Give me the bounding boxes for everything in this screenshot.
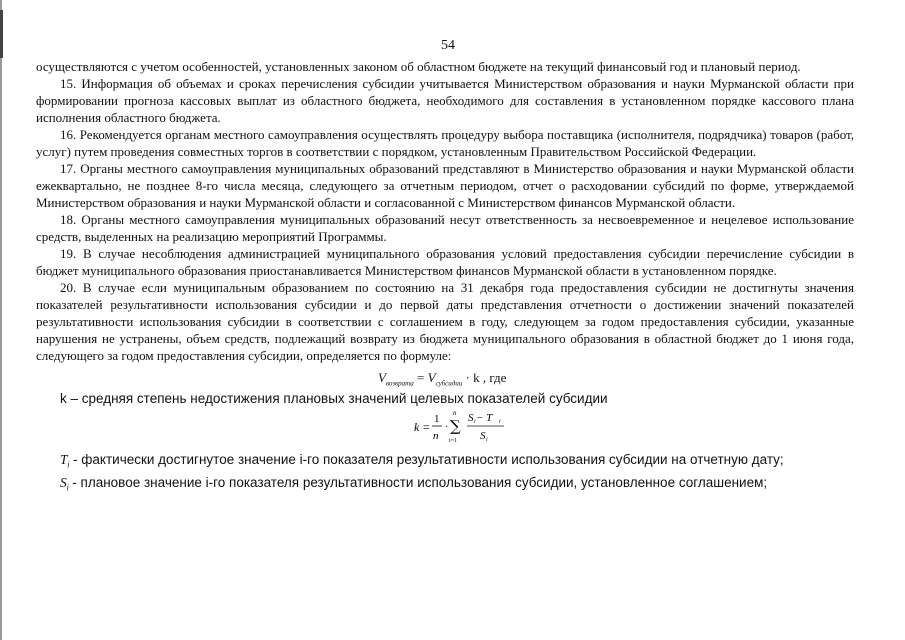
definition-s-symbol: S (60, 474, 67, 490)
sum-upper: n (453, 409, 457, 417)
k-symbol: k (414, 420, 420, 434)
page-left-edge (0, 0, 2, 640)
sum-lower: i=1 (449, 438, 458, 444)
definition-t-text: - фактически достигнутое значение i-го показателя результативности использования субсидии на отчетную дату; (69, 452, 784, 467)
paragraph-17: 17. Органы местного самоуправления муниципальных образований представляют в Министерство образования и науки Мурманской области ежеквартально, не позднее 8-го числа месяца, следующего за отчетным периодом, отчет о расходовании субсидий по форме, утверждаемой Министерством образования и науки Мурманской области и согласованной с Министерством финансов Мурманской области. (36, 161, 854, 210)
sum-sign: ∑ (450, 417, 461, 435)
paragraph-continuation: осуществляются с учетом особенностей, установленных законом об областном бюджете на текущий финансовый год и плановый период. (36, 59, 801, 74)
refund-formula (378, 370, 854, 388)
k-definition: k – средняя степень недостижения плановых значений целевых показателей субсидии (60, 391, 608, 406)
definition-s (60, 474, 854, 497)
page-number: 54 (441, 38, 455, 53)
numerator-t-sub: i (499, 419, 501, 425)
k-equals: = (423, 420, 430, 434)
document-body (36, 58, 854, 364)
formula-equals: = (413, 370, 428, 385)
k-formula-graphic (412, 409, 522, 445)
fraction-n: n (433, 430, 439, 442)
definition-s-text: - плановое значение i-го показателя результативности использования субсидии, установленное соглашением; (68, 474, 768, 490)
definition-t-symbol: T (60, 452, 68, 467)
definition-t-sub: i (67, 460, 70, 470)
fraction-one: 1 (434, 413, 440, 425)
paragraph-16: 16. Рекомендуется органам местного самоуправления осуществлять процедуру выбора поставщика (исполнителя, подрядчика) товаров (работ, услуг) путем проведения совместных торгов в соответствии с порядком, установленным Правительством Российской Федерации. (36, 127, 854, 159)
numerator-minus-t: − T (476, 412, 493, 424)
formula-v-refund: V (378, 370, 386, 385)
dot-operator: · (445, 422, 449, 433)
k-formula (412, 409, 522, 445)
paragraph-19: 19. В случае несоблюдения администрацией муниципального образования условий предоставления субсидии перечисление субсидии в бюджет муниципального образования приостанавливается Министерством финансов Мурманской области в установленном порядке. (36, 246, 854, 278)
definition-s-sub: i (66, 483, 69, 493)
denominator-s-sub: i (486, 437, 488, 443)
paragraph-15: 15. Информация об объемах и сроках перечисления субсидии учитывается Министерством образования и науки Мурманской области при формировании прогноза кассовых выплат из областного бюджета, необходимого для составления в установленном порядке кассового плана исполнения областного бюджета. (36, 76, 854, 125)
formula-v-refund-sub: возврата (385, 379, 414, 388)
formula-v-subsidy-sub: субсидии (435, 379, 463, 388)
formula-tail: · k , где (462, 370, 507, 385)
definition-t (60, 451, 854, 474)
numerator-s: S (468, 412, 474, 424)
numerator-s-sub: i (474, 419, 476, 425)
denominator-s: S (480, 430, 486, 442)
document-page (36, 38, 854, 496)
page-edge-mark (0, 10, 3, 58)
paragraph-18: 18. Органы местного самоуправления муниципальных образований несут ответственность за несвоевременное и нецелевое использование средств, выделенных на реализацию мероприятий Программы. (36, 212, 854, 244)
formula-v-subsidy: V (427, 370, 436, 385)
paragraph-20: 20. В случае если муниципальным образованием по состоянию на 31 декабря года предоставления субсидии не достигнуты значения показателей результативности использования субсидии и до первой даты представления отчетности о достижении значений показателей результативности использования субсидии в соответствии с соглашением в году, следующем за годом предоставления субсидии, указанные нарушения не устранены, объем средств, подлежащий возврату из бюджета муниципального образования в областной бюджет до 1 июня года, следующего за годом предоставления субсидии, определяется по формуле: (36, 280, 854, 363)
